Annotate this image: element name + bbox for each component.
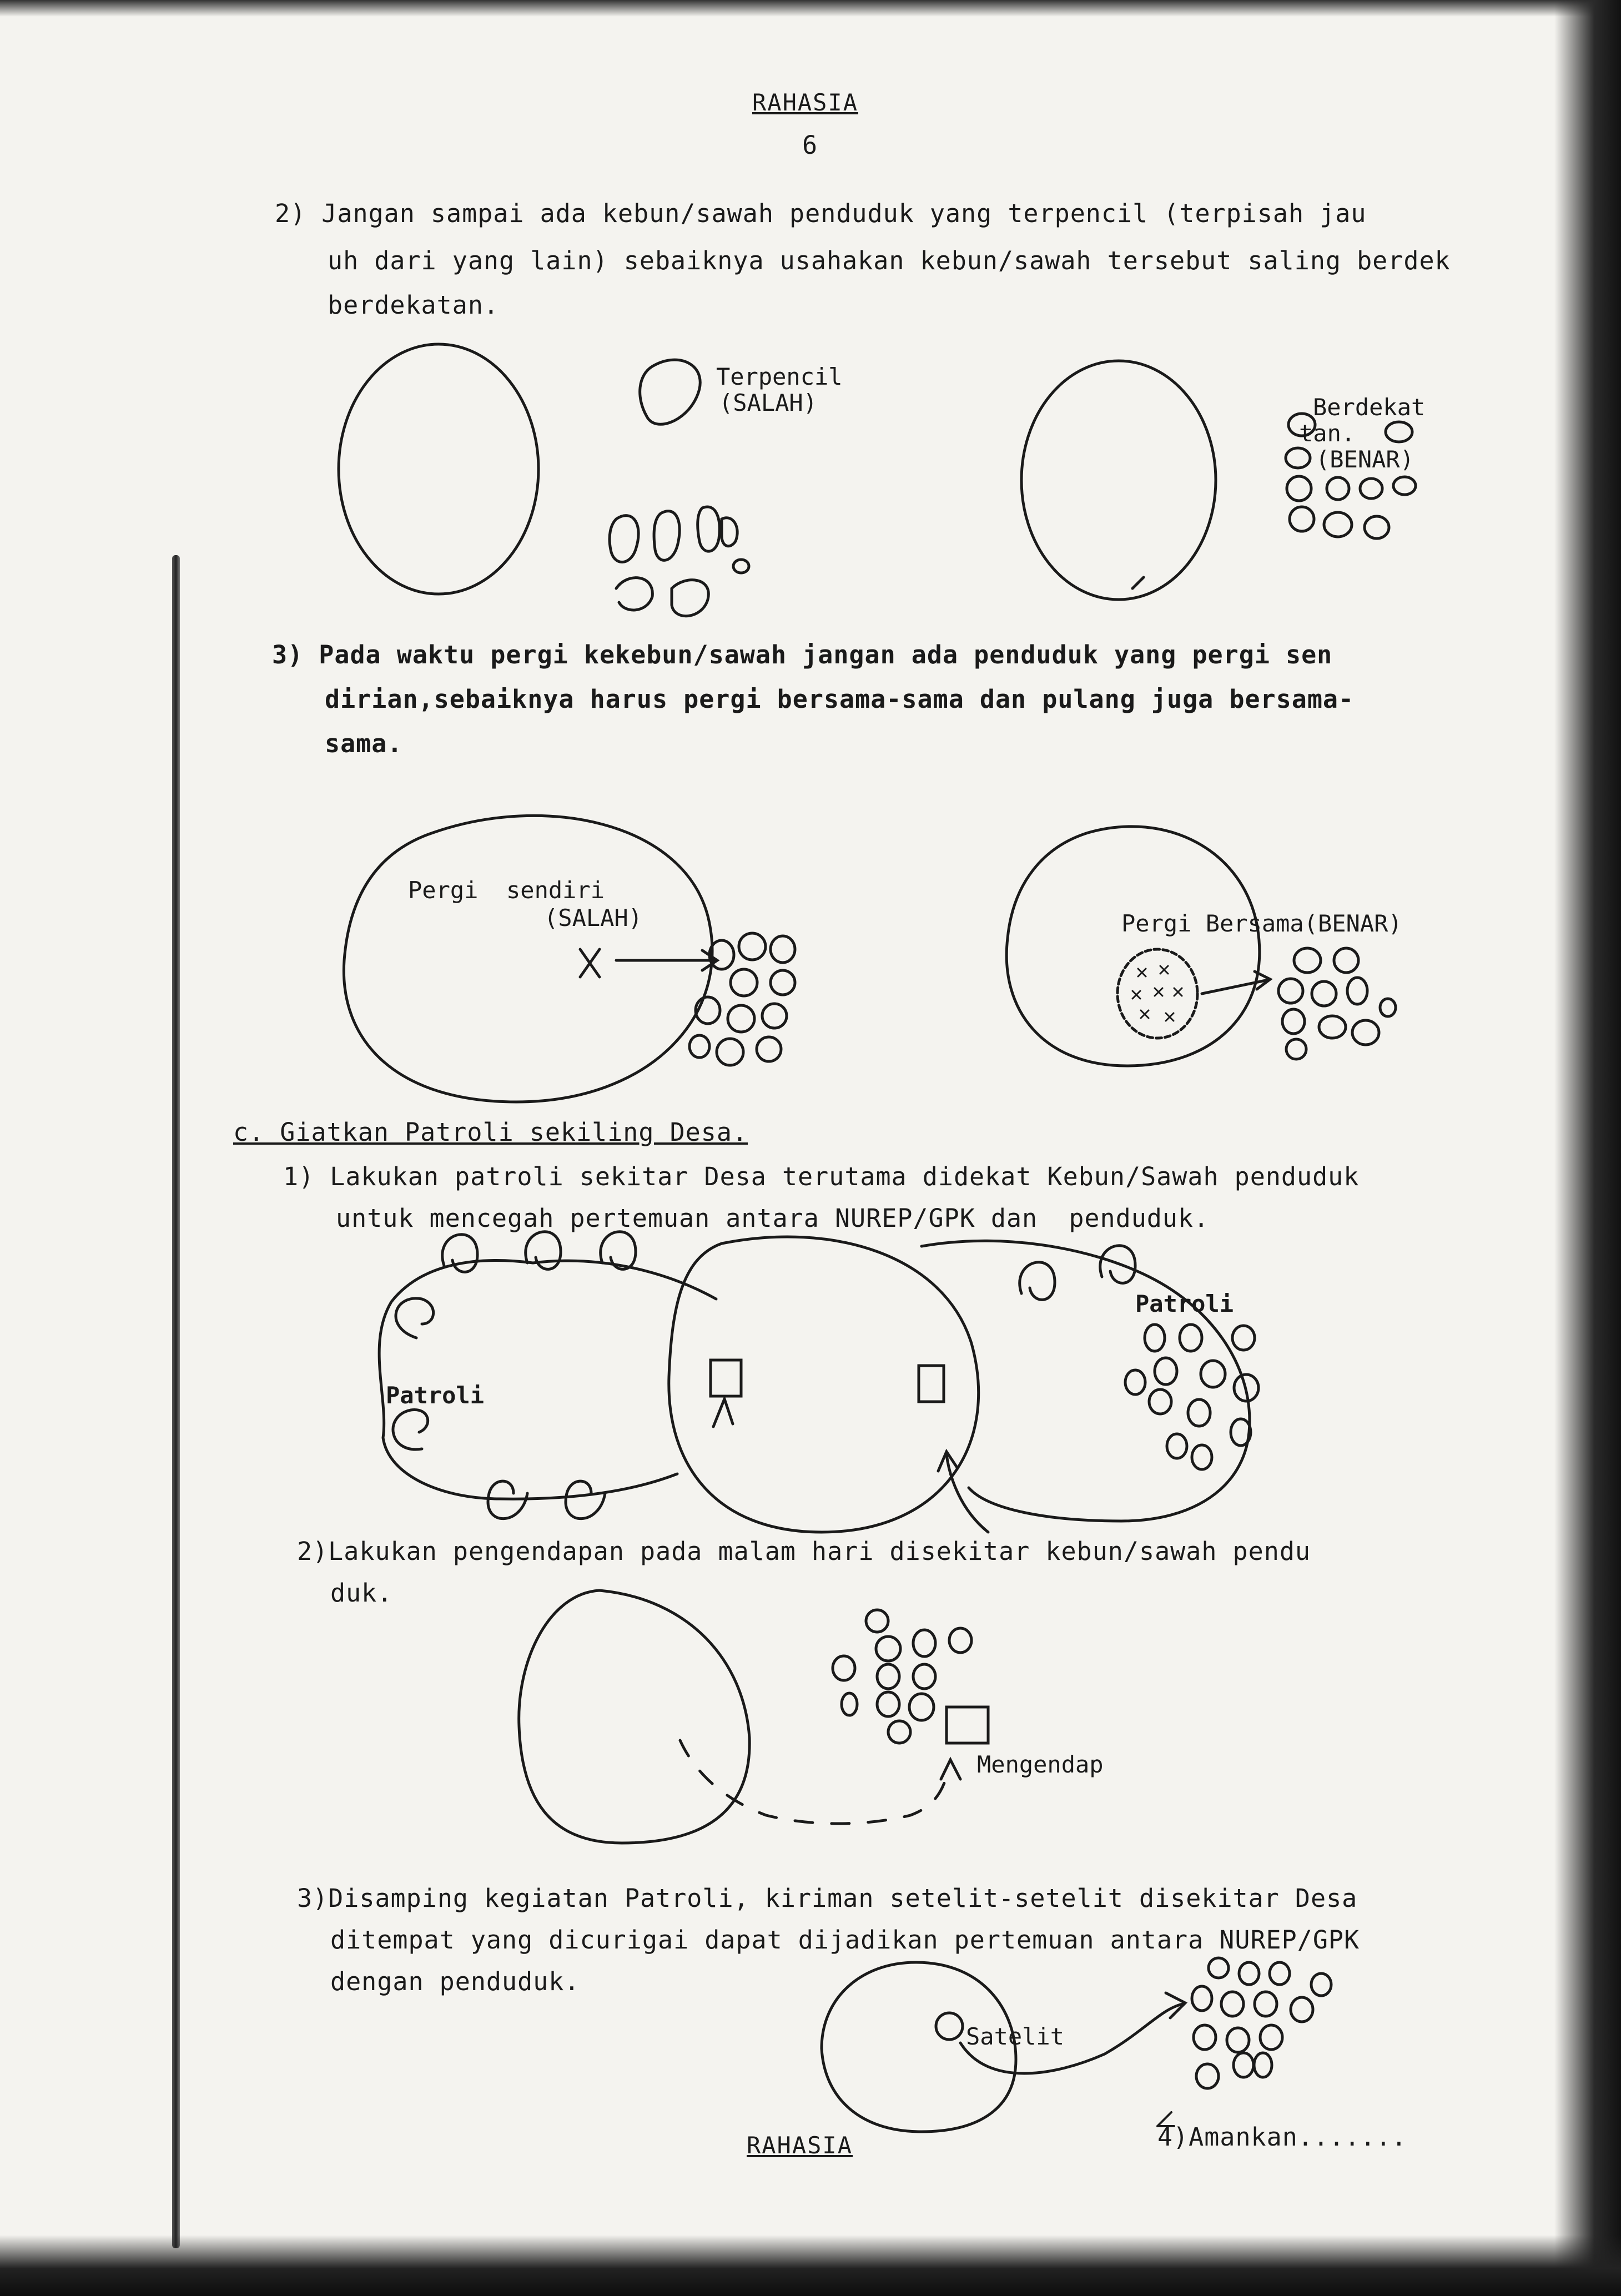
scan-edge-right: [1554, 0, 1621, 2296]
s2-line-1: 2) Jangan sampai ada kebun/sawah penduduk yang terpencil (terpisah jau: [275, 199, 1367, 228]
satelit-label: Satelit: [966, 2023, 1065, 2050]
field-cluster: [949, 1628, 971, 1653]
field-cluster: [1324, 512, 1352, 537]
field-cluster: [876, 1637, 900, 1661]
field-cluster: [757, 1037, 781, 1061]
patrol-loops-left: [393, 1232, 636, 1519]
classification-header: RAHASIA: [752, 89, 859, 116]
mengendap-label: Mengendap: [977, 1751, 1104, 1778]
diagram-patroli: [379, 1232, 1258, 1532]
field-cluster: [1352, 1020, 1379, 1045]
field-cluster: [616, 578, 652, 610]
village-circle: [1132, 577, 1144, 588]
diagram-pergi-bersama: [1006, 827, 1396, 1066]
field-cluster: [1125, 1370, 1145, 1394]
diagram-mengendap: [519, 1590, 988, 1843]
ambush-arrow: [941, 1760, 960, 1779]
field-cluster: [913, 1664, 935, 1689]
ambush-post: [947, 1707, 988, 1743]
s3-line-3: sama.: [325, 729, 403, 758]
field-cluster: [1286, 1039, 1306, 1059]
field-cluster: [1386, 422, 1412, 442]
field-cluster: [1291, 1997, 1313, 2022]
field-cluster: [1221, 1992, 1244, 2016]
terpencil-salah-label: (SALAH): [719, 389, 818, 416]
berdekatan-tan-label: tan.: [1299, 420, 1356, 447]
field-cluster: [672, 580, 708, 616]
field-cluster: [1347, 978, 1367, 1004]
terpencil-label: Terpencil: [716, 363, 843, 390]
field-cluster: [1360, 479, 1382, 499]
field-cluster: [1255, 1992, 1277, 2016]
group-members: [1132, 966, 1182, 1021]
s3-line-2: dirian,sebaiknya harus pergi bersama-sama dan pulang juga bersama-: [325, 684, 1355, 714]
field-cluster: [610, 516, 638, 562]
pergi-bersama-label: Pergi Bersama(BENAR): [1121, 910, 1402, 937]
field-cluster: [1180, 1325, 1202, 1351]
field-cluster: [1393, 477, 1416, 495]
field-cluster: [1288, 414, 1315, 436]
field-cluster: [1290, 507, 1314, 531]
field-cluster: [762, 1004, 787, 1028]
patrol-loops-right: [1020, 1246, 1135, 1300]
field-cluster: [1239, 1962, 1259, 1985]
field-cluster: [1270, 1962, 1290, 1985]
village-circle: [669, 1237, 979, 1532]
patrol-arrow: [713, 1399, 733, 1427]
field-cluster: [722, 518, 737, 546]
field-cluster: [733, 560, 749, 573]
c1-line-2: untuk mencegah pertemuan antara NUREP/GPK dan penduduk.: [336, 1204, 1210, 1233]
field-cluster: [842, 1693, 857, 1715]
s2-line-3: berdekatan.: [328, 290, 500, 320]
post-square: [919, 1366, 944, 1402]
c3-line-1: 3)Disamping kegiatan Patroli, kiriman setelit-setelit disekitar Desa: [297, 1884, 1358, 1913]
page-number: 6: [802, 130, 818, 160]
field-cluster: [717, 1039, 743, 1065]
field-cluster: [689, 1035, 709, 1058]
s2-line-2: uh dari yang lain) sebaiknya usahakan kebun/sawah tersebut saling berdek: [328, 246, 1451, 275]
field-cluster: [1145, 1325, 1165, 1351]
s3-line-1: 3) Pada waktu pergi kekebun/sawah jangan ada penduduk yang pergi sen: [272, 640, 1333, 669]
field-cluster: [1380, 999, 1396, 1016]
pergi-sendiri-label: Pergi sendiri: [408, 877, 605, 904]
field-cluster: [1188, 1399, 1210, 1426]
patroli-left-label: Patroli: [386, 1382, 485, 1409]
field-cluster: [1319, 1016, 1346, 1038]
field-cluster: [913, 1630, 935, 1656]
diagram-terpencil: [339, 344, 749, 616]
field-cluster: [739, 933, 766, 960]
pergi-sendiri-salah-label: (SALAH): [544, 904, 643, 932]
field-cluster: [1234, 2053, 1253, 2077]
field-cluster: [1287, 476, 1311, 501]
field-cluster: [731, 969, 757, 996]
field-cluster: [866, 1610, 888, 1632]
berdekatan-label: Berdekat: [1313, 394, 1426, 421]
field-cluster: [1201, 1361, 1225, 1387]
c3-line-2: ditempat yang dicurigai dapat dijadikan pertemuan antara NUREP/GPK: [330, 1925, 1360, 1955]
field-cluster: [1167, 1434, 1187, 1458]
field-cluster: [1227, 2028, 1249, 2052]
field-cluster: [1192, 1445, 1212, 1469]
field-cluster: [1194, 2025, 1216, 2050]
field-cluster: [654, 511, 679, 561]
village-circle: [519, 1590, 749, 1843]
village-circle: [339, 344, 538, 594]
field-cluster: [1155, 1358, 1177, 1384]
field-cluster: [833, 1656, 855, 1680]
c-heading: c. Giatkan Patroli sekiling Desa.: [233, 1117, 748, 1147]
next-section-ref: 4)Amankan.......: [1157, 2122, 1407, 2152]
field-cluster: [1282, 1009, 1305, 1034]
c1-line-1: 1) Lakukan patroli sekitar Desa terutama didekat Kebun/Sawah penduduk: [283, 1162, 1360, 1191]
satellite-route: [960, 2004, 1182, 2073]
field-cluster: [1254, 2053, 1272, 2077]
ambush-route: [680, 1740, 949, 1824]
scan-edge-bottom: [0, 2235, 1621, 2296]
diagram-satelit: [822, 1958, 1331, 2132]
field-cluster: [888, 1721, 910, 1743]
field-cluster: [1149, 1389, 1171, 1414]
field-cluster: [1365, 516, 1389, 538]
village-circle: [822, 1962, 1016, 2132]
field-cluster: [1311, 1973, 1331, 1996]
field-cluster: [1312, 981, 1336, 1006]
diagram-berdekatan: [1021, 361, 1416, 600]
field-cluster: [698, 507, 720, 551]
c2-line-1: 2)Lakukan pengendapan pada malam hari disekitar kebun/sawah pendu: [297, 1537, 1311, 1566]
field-cluster: [771, 970, 795, 995]
patrol-route-left: [379, 1261, 716, 1499]
field-cluster: [1286, 448, 1310, 468]
satellite-post: [936, 2013, 963, 2040]
village-circle: [1021, 361, 1216, 600]
field-cluster: [1327, 477, 1349, 500]
field-cluster: [1232, 1326, 1255, 1350]
field-cluster: [1196, 2064, 1219, 2088]
berdekatan-benar-label: (BENAR): [1316, 446, 1414, 473]
field-cluster: [1192, 1986, 1212, 2011]
diagram-pergi-sendiri: [344, 815, 795, 1102]
field-cluster: [1294, 948, 1321, 973]
field-cluster: [1260, 2025, 1282, 2050]
isolated-field: [640, 360, 701, 424]
footer-mark: [1157, 2112, 1174, 2126]
field-cluster: [1209, 1958, 1229, 1978]
field-cluster: [1334, 948, 1358, 973]
field-cluster: [1278, 979, 1303, 1003]
classification-footer: RAHASIA: [747, 2132, 853, 2159]
person-mark: [580, 949, 600, 977]
patroli-right-label: Patroli: [1135, 1290, 1234, 1317]
patrol-route-right: [922, 1241, 1250, 1521]
field-cluster: [877, 1692, 899, 1716]
field-cluster: [877, 1664, 899, 1689]
village-circle: [344, 815, 712, 1102]
c3-line-3: dengan penduduk.: [330, 1967, 580, 1996]
patrol-arrow: [947, 1454, 988, 1532]
field-cluster: [909, 1694, 934, 1720]
field-cluster: [771, 936, 795, 963]
post-square: [711, 1360, 741, 1396]
field-cluster: [728, 1005, 754, 1032]
c2-line-2: duk.: [330, 1578, 393, 1608]
